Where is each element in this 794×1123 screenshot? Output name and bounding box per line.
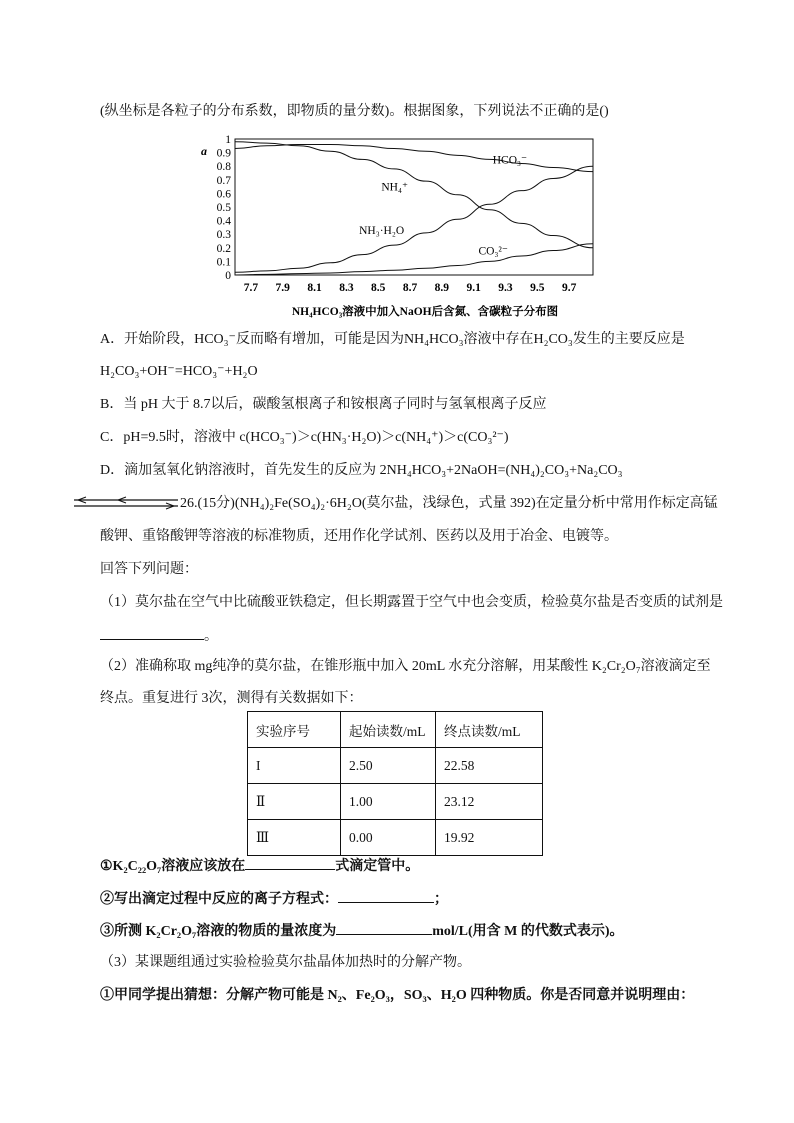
y-tick-label: 0.7 [216, 174, 231, 187]
intro-text: (纵坐标是各粒子的分布系数，即物质的量分数)。根据图象，下列说法不正确的是() [100, 104, 609, 119]
q26-line2: 酸钾、重铬酸钾等溶液的标准物质，还用作化学试剂、医药以及用于冶金、电镀等。 [100, 529, 618, 544]
answer-blank-4[interactable] [336, 920, 432, 935]
option-a-line1: A．开始阶段，HCO₃⁻反而略有增加，可能是因为NH₄HCO₃溶液中存在H₂CO₃发生的主要反应是 [100, 332, 685, 347]
y-tick-label: 0.2 [216, 242, 231, 255]
y-tick-label: 0.3 [216, 229, 231, 242]
table-row [248, 748, 543, 784]
sub-question-3 [100, 920, 624, 942]
option-a-line2: H₂CO₃+OH⁻=HCO₃⁻+H₂O [100, 364, 258, 379]
chart-title: NH₄HCO₃溶液中加入NaOH后含氮、含碳粒子分布图 [291, 306, 559, 318]
answer-blank-1[interactable] [100, 625, 204, 640]
sub-question-2-a: ②写出滴定过程中反应的离子方程式： [100, 892, 338, 907]
answer-blank-3[interactable] [338, 888, 434, 903]
sub-question-2-b: ； [434, 892, 448, 907]
option-b: B．当 pH 大于 8.7以后，碳酸氢根离子和铵根离子同时与氢氧根离子反应 [100, 397, 547, 412]
plot-frame [235, 139, 593, 275]
y-tick-label: 0.8 [216, 161, 231, 174]
option-d: D．滴加氢氧化钠溶液时，首先发生的反应为 2NH₄HCO₃+2NaOH=(NH₄)₂CO₃+Na₂CO₃ [100, 463, 623, 478]
y-tick-label: 0.9 [216, 147, 231, 160]
y-tick-label: 0.5 [216, 202, 231, 214]
table-cell: Ⅱ [248, 784, 341, 820]
y-axis-label: a [201, 144, 207, 158]
sub-question-1-b: 式滴定管中。 [335, 859, 420, 874]
q26-part1-line1: （1）莫尔盐在空气中比硫酸亚铁稳定，但长期露置于空气中也会变质，检验莫尔盐是否变质的试剂是 [100, 595, 723, 610]
x-tick-label: 9.3 [498, 282, 513, 294]
table-cell: Ⅲ [248, 820, 341, 856]
table-cell: 22.58 [436, 748, 543, 784]
table-cell: 0.00 [341, 820, 436, 856]
x-tick-label: 9.1 [466, 282, 481, 294]
series-label: HCO₃⁻ [492, 154, 528, 167]
sub-question-3-a: ③所测 K₂Cr₂O₇溶液的物质的量浓度为 [100, 924, 337, 939]
series-label: CO₃²⁻ [478, 245, 508, 258]
q26-part3: （3）某课题组通过实验检验莫尔盐晶体加热时的分解产物。 [100, 955, 471, 970]
table-row [248, 820, 543, 856]
x-tick-label: 9.5 [530, 282, 545, 294]
table-cell: 2.50 [341, 748, 436, 784]
y-tick-label: 1 [225, 134, 231, 146]
series-line [235, 144, 593, 171]
q26-part2-line2: 终点。重复进行 3次，测得有关数据如下： [100, 691, 363, 706]
x-tick-label: 9.7 [561, 282, 577, 294]
table-row [248, 784, 543, 820]
y-tick-label: 0 [225, 270, 231, 282]
answer-blank-2[interactable] [245, 855, 335, 870]
sub-question-2 [100, 888, 448, 910]
sub-question-3-b: mol/L(用含 M 的代数式表示)。 [432, 924, 624, 939]
q26-part2-line1: （2）准确称取 mg纯净的莫尔盐，在锥形瓶中加入 20mL 水充分溶解，用某酸性 K₂Cr₂O₇溶液滴定至 [100, 659, 711, 674]
x-tick-label: 8.3 [339, 282, 354, 294]
x-tick-label: 7.9 [275, 282, 290, 294]
series-label: NH₃·H₂O [359, 225, 405, 238]
x-tick-label: 8.5 [371, 282, 386, 294]
table-header-cell: 实验序号 [248, 712, 341, 748]
x-tick-label: 8.7 [402, 282, 418, 294]
x-tick-label: 8.9 [434, 282, 450, 294]
y-tick-label: 0.1 [216, 256, 231, 269]
y-tick-label: 0.6 [216, 188, 231, 201]
titration-table [247, 711, 543, 856]
series-line [235, 166, 593, 272]
q26-line1: 26.(15分)(NH₄)₂Fe(SO₄)₂·6H₂O(莫尔盐，浅绿色，式量 392)在定量分析中常用作标定高锰 [180, 496, 718, 511]
table-cell: 19.92 [436, 820, 543, 856]
decorative-arrows-icon [72, 496, 182, 510]
series-label: NH₄⁺ [381, 181, 409, 194]
table-cell: I [248, 748, 341, 784]
table-header-row [248, 712, 543, 748]
distribution-chart [195, 133, 605, 323]
y-tick-label: 0.4 [216, 215, 231, 228]
table-cell: 23.12 [436, 784, 543, 820]
table-header-cell: 终点读数/mL [436, 712, 543, 748]
x-tick-label: 7.7 [243, 282, 259, 294]
option-c: C．pH=9.5时，溶液中 c(HCO₃⁻)＞c(HN₃·H₂O)＞c(NH₄⁺)＞c(CO₃²⁻) [100, 430, 509, 445]
series-line [235, 244, 593, 275]
table-cell: 1.00 [341, 784, 436, 820]
x-tick-label: 8.1 [307, 282, 322, 294]
q26-part1-end: 。 [204, 629, 218, 644]
q26-part3-sub1: ①甲同学提出猜想：分解产物可能是 N₂、Fe₂O₃，SO₃、H₂O 四种物质。你是否同意并说明理由： [100, 988, 695, 1003]
q26-line3: 回答下列问题： [100, 562, 198, 577]
sub-question-1 [100, 855, 419, 877]
q26-part1-line2 [100, 625, 218, 647]
sub-question-1-a: ①K₂C₂₂O₇溶液应该放在 [100, 859, 246, 874]
series-line [235, 142, 593, 248]
table-header-cell: 起始读数/mL [341, 712, 436, 748]
